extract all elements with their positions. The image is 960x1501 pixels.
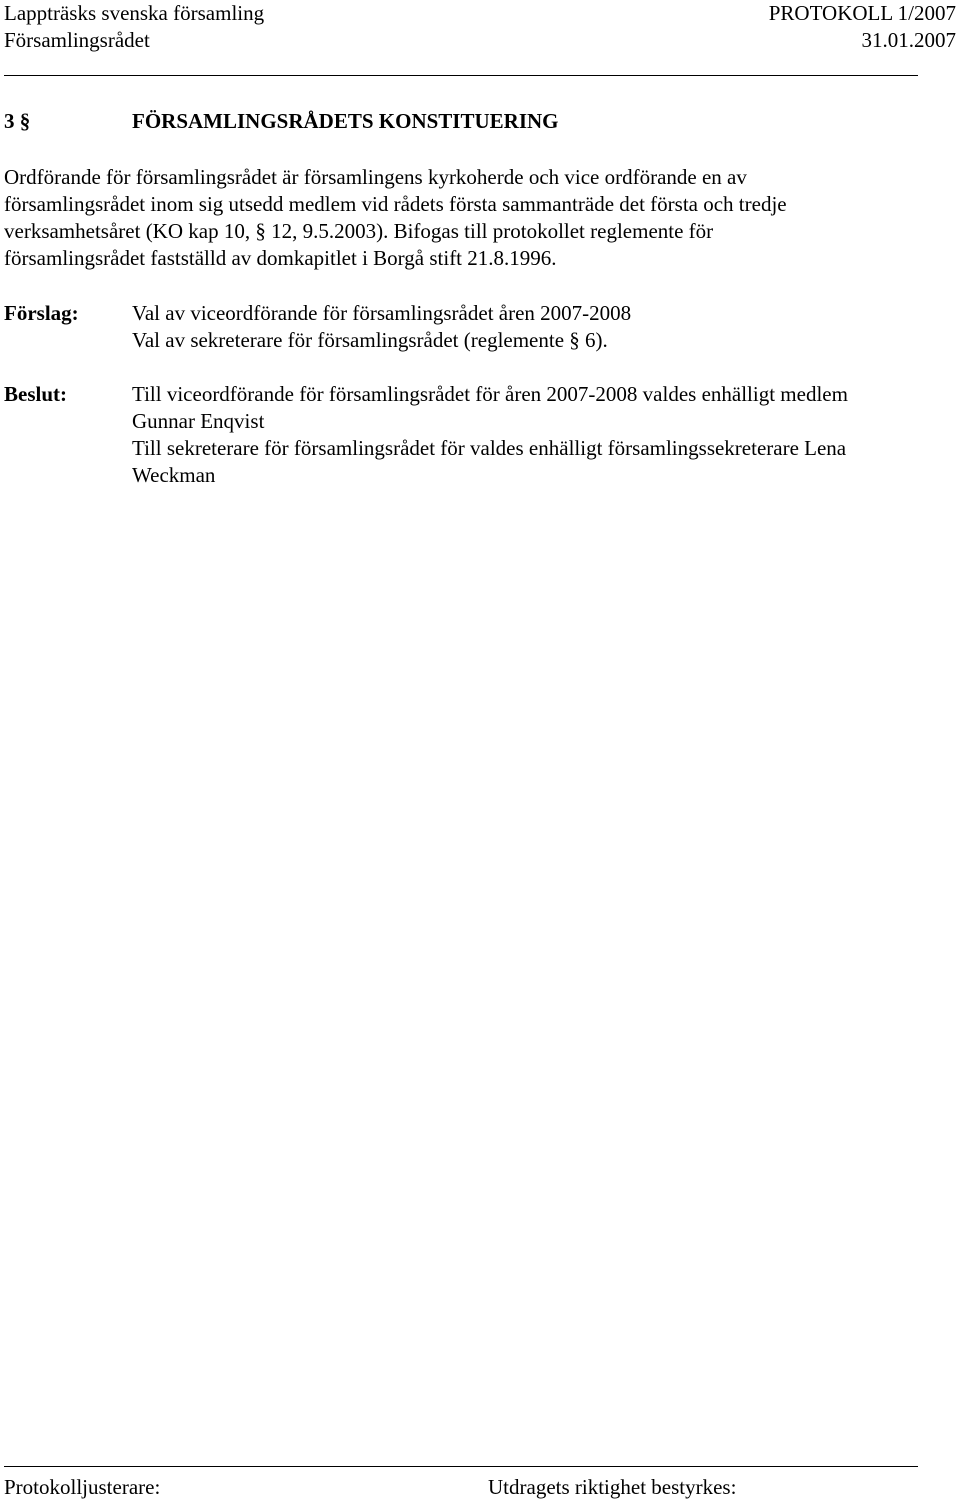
footer-divider bbox=[4, 1466, 918, 1467]
proposal-block bbox=[4, 300, 944, 354]
intro-line: Ordförande för församlingsrådet är församlingens kyrkoherde och vice ordförande en av bbox=[4, 165, 747, 189]
intro-line: verksamhetsåret (KO kap 10, § 12, 9.5.2003). Bifogas till protokollet reglemente för bbox=[4, 219, 714, 243]
decision-block bbox=[4, 381, 944, 489]
decision-line: Till viceordförande för församlingsrådet för åren 2007-2008 valdes enhälligt medlem bbox=[132, 382, 848, 406]
decision-content bbox=[132, 381, 944, 489]
section-number: 3 § bbox=[4, 109, 31, 133]
proposal-line: Val av viceordförande för församlingsrådet åren 2007-2008 bbox=[132, 301, 632, 325]
body-name: Församlingsrådet bbox=[4, 28, 150, 52]
intro-line: församlingsrådet fastställd av domkapitlet i Borgå stift 21.8.1996. bbox=[4, 246, 557, 270]
intro-line: församlingsrådet inom sig utsedd medlem vid rådets första sammanträde det första och tredje bbox=[4, 192, 787, 216]
protocol-adjuster-label: Protokolljusterare: bbox=[4, 1475, 161, 1499]
extract-certification-label: Utdragets riktighet bestyrkes: bbox=[488, 1475, 737, 1499]
proposal-line: Val av sekreterare för församlingsrådet (reglemente § 6). bbox=[132, 328, 608, 352]
proposal-content bbox=[132, 300, 944, 354]
intro-paragraph bbox=[4, 164, 904, 272]
decision-line: Weckman bbox=[132, 463, 216, 487]
section-heading bbox=[4, 108, 559, 135]
header-divider bbox=[4, 75, 918, 76]
decision-line: Till sekreterare för församlingsrådet för valdes enhälligt församlingssekreterare Lena bbox=[132, 436, 847, 460]
decision-line: Gunnar Enqvist bbox=[132, 409, 265, 433]
decision-label: Beslut: bbox=[4, 382, 67, 406]
section-title: FÖRSAMLINGSRÅDETS KONSTITUERING bbox=[132, 109, 559, 133]
protocol-date: 31.01.2007 bbox=[861, 28, 956, 52]
protocol-id: PROTOKOLL 1/2007 bbox=[768, 1, 956, 25]
org-name: Lappträsks svenska församling bbox=[4, 1, 265, 25]
proposal-label: Förslag: bbox=[4, 301, 79, 325]
